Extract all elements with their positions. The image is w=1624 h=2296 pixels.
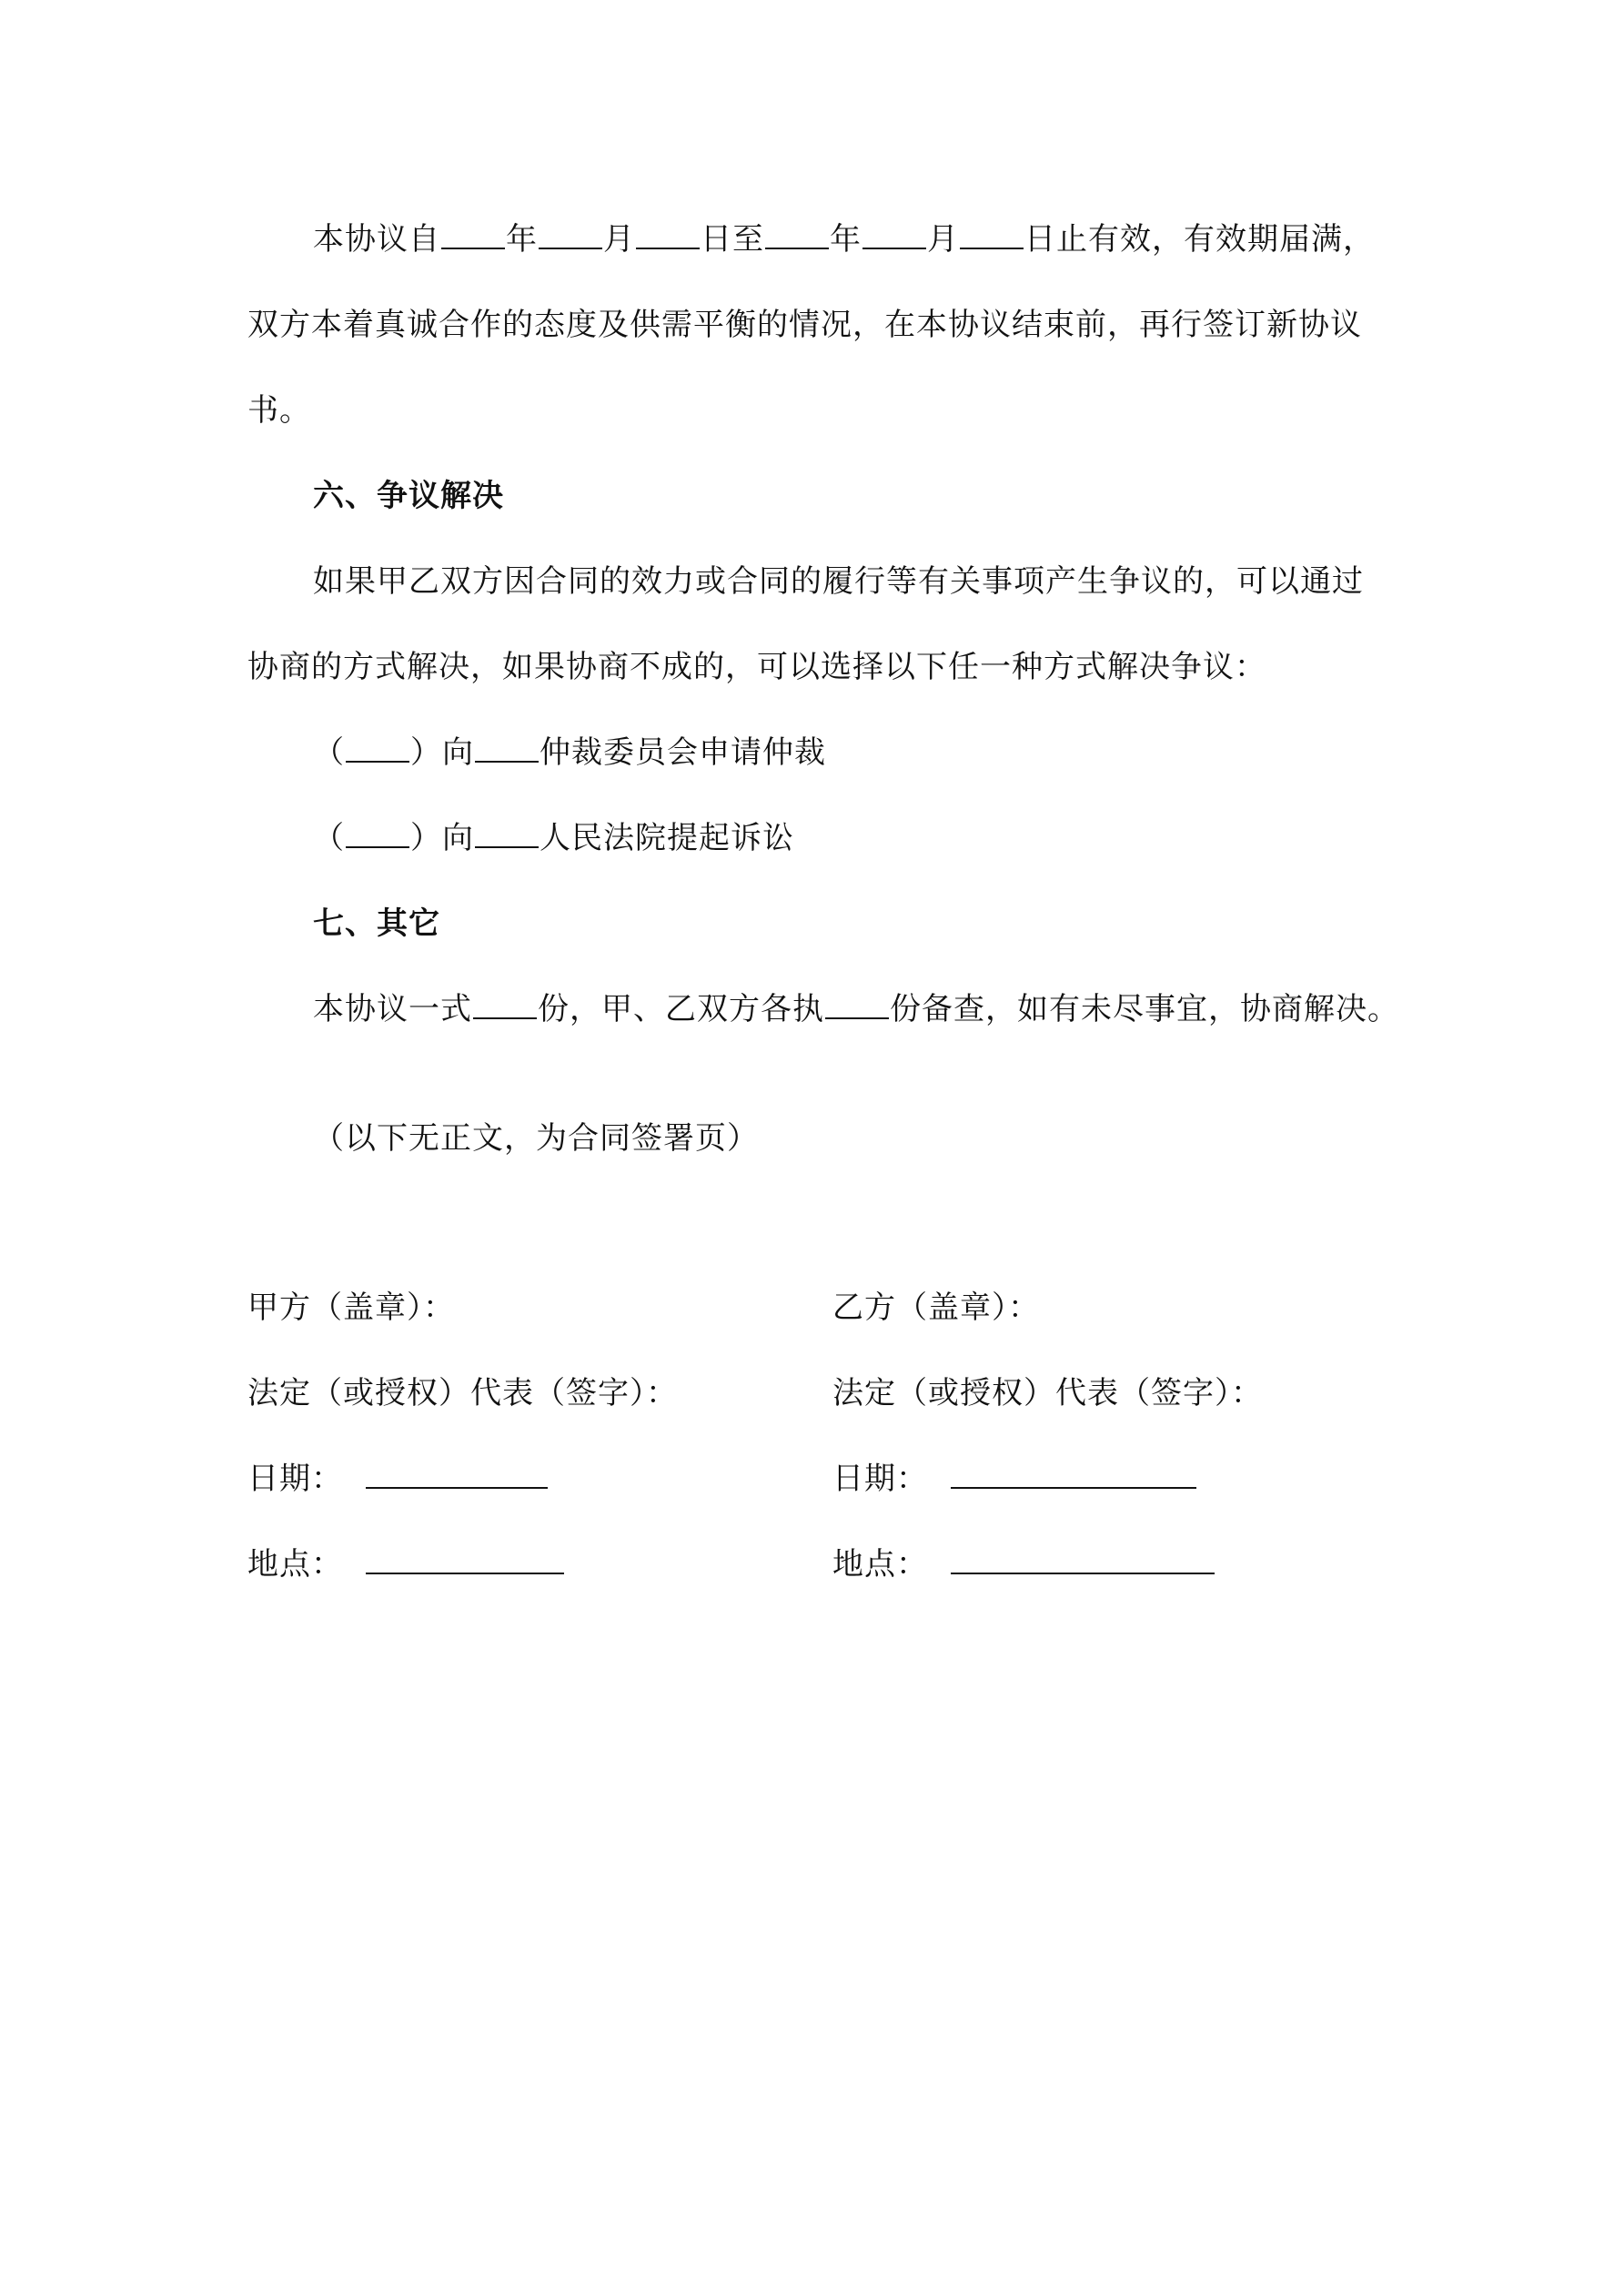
party-a-representative: 法定（或授权）代表（签字）： [247, 1375, 678, 1411]
copies-each-text: 份，甲、乙双方各执 [538, 991, 824, 1027]
party-b-date-field[interactable] [951, 1460, 1196, 1489]
blank-option-1-check[interactable] [346, 733, 409, 763]
effective-end-text: 日止有效，有效期届满， [1024, 221, 1375, 258]
closing-note: （以下无正文，为合同签署页） [313, 1120, 759, 1157]
paren-close-to: ）向 [410, 734, 474, 771]
party-b-place-row [832, 1522, 1215, 1607]
party-b-seal: 乙方（盖章）： [832, 1290, 1040, 1326]
section-6-para-line-1: 如果甲乙双方因合同的效力或合同的履行等有关事项产生争议的，可以通过 [313, 563, 1364, 600]
effective-period-line-1 [247, 197, 1392, 282]
place-label: 地点： [832, 1546, 928, 1583]
blank-start-day[interactable] [636, 220, 700, 249]
party-b-date-row [832, 1436, 1197, 1522]
blank-copies-each[interactable] [825, 990, 889, 1019]
blank-end-day[interactable] [960, 220, 1024, 249]
blank-option-2-check[interactable] [346, 819, 409, 848]
blank-start-month[interactable] [539, 220, 602, 249]
month-label: 月 [927, 221, 959, 258]
party-a-date-row [247, 1436, 549, 1522]
party-a-date-field[interactable] [366, 1460, 548, 1489]
month-label: 月 [603, 221, 635, 258]
date-label: 日期： [247, 1461, 343, 1497]
place-label: 地点： [247, 1546, 343, 1583]
blank-court-name[interactable] [475, 819, 539, 848]
copies-end-text: 份备查，如有未尽事宜，协商解决。 [890, 991, 1399, 1027]
section-6-heading: 六、争议解决 [313, 478, 504, 514]
dispute-option-court [247, 795, 1392, 881]
blank-copies-total[interactable] [473, 990, 537, 1019]
section-7-heading: 七、其它 [313, 905, 440, 942]
paren-close-to: ）向 [410, 820, 474, 856]
effective-period-line-3: 书。 [247, 392, 311, 429]
effective-text: 本协议自 [313, 221, 440, 258]
party-b-place-field[interactable] [951, 1545, 1215, 1574]
date-label: 日期： [832, 1461, 928, 1497]
blank-start-year[interactable] [441, 220, 505, 249]
copies-text: 本协议一式 [313, 991, 472, 1027]
day-to-label: 日至 [701, 221, 764, 258]
year-label: 年 [830, 221, 862, 258]
section-6-para-line-2: 协商的方式解决，如果协商不成的，可以选择以下任一种方式解决争议： [247, 649, 1266, 685]
blank-end-year[interactable] [765, 220, 829, 249]
party-a-seal: 甲方（盖章）： [247, 1290, 455, 1326]
party-a-place-field[interactable] [366, 1545, 564, 1574]
year-label: 年 [506, 221, 538, 258]
section-7-para [247, 966, 1399, 1052]
blank-arbitration-name[interactable] [475, 733, 539, 763]
arbitration-text: 仲裁委员会申请仲裁 [540, 734, 826, 771]
agreement-body [247, 197, 1399, 1052]
dispute-option-arbitration [247, 710, 1392, 795]
court-text: 人民法院提起诉讼 [540, 820, 794, 856]
party-a-place-row [247, 1522, 565, 1607]
paren-open: （ [313, 734, 345, 771]
party-b-representative: 法定（或授权）代表（签字）： [832, 1375, 1263, 1411]
effective-period-line-2: 双方本着真诚合作的态度及供需平衡的情况，在本协议结束前，再行签订新协议 [247, 307, 1362, 343]
blank-end-month[interactable] [862, 220, 926, 249]
paren-open: （ [313, 820, 345, 856]
